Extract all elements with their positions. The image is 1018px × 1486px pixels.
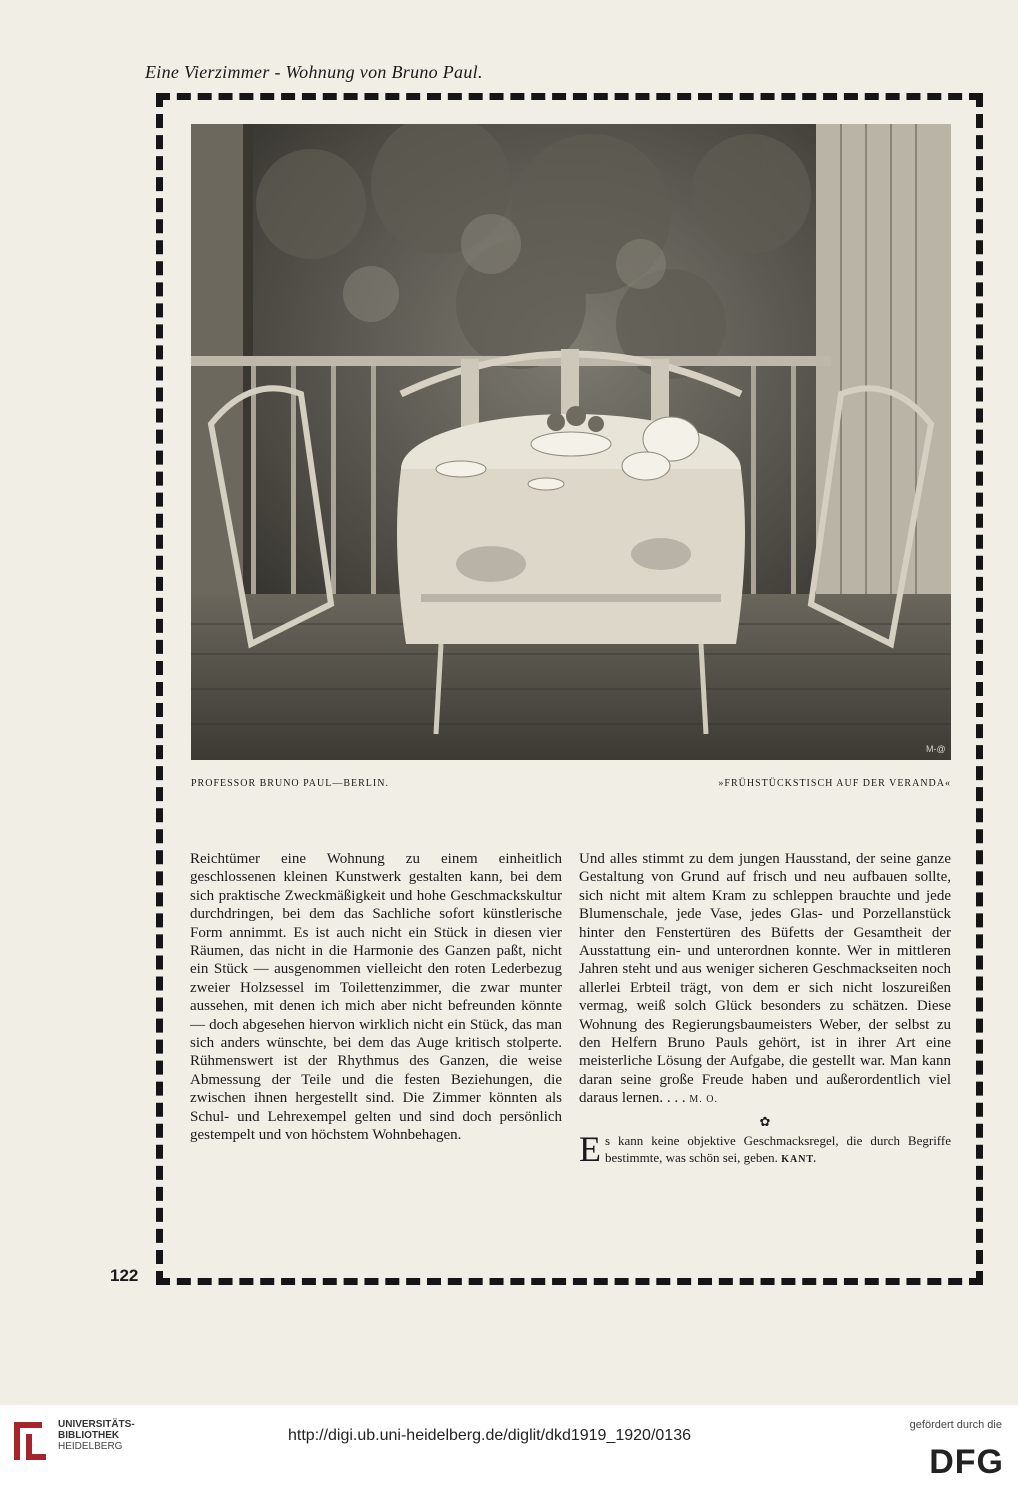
library-name-line1: UNIVERSITÄTS-: [58, 1419, 135, 1430]
author-signature: M. O.: [689, 1094, 719, 1106]
photo-monogram: M-@: [926, 744, 946, 754]
caption-title: »FRÜHSTÜCKSTISCH AUF DER VERANDA«: [718, 778, 951, 789]
text-column-left: [190, 850, 562, 1145]
text-column-right: [579, 850, 951, 1168]
veranda-photograph: [191, 124, 951, 760]
caption-credit: PROFESSOR BRUNO PAUL—BERLIN.: [191, 778, 389, 789]
paragraph-right-text: Und alles stimmt zu dem jungen Hausstand, der seine ganze Gestaltung von Grund auf frisch und neu aufbauen sollte, sich nicht mit altem Kram zu schleppen brauchte und jede Blumenschale, jede Vase, jedes Glas- und Porzellanstück hinter den Fenstertüren des Büfetts der Gesamtheit der Ausstattung ein- und unterordnen konnte. Wer in mittleren Jahren steht und aus weniger sicheren Geschmackseiten noch allerlei Erbteil trägt, von dem er sich nicht loszureißen vermag, weiß solch Glück besonders zu schätzen. Diese Wohnung des Regierungsbaumeisters Weber, der selbst zu den Helfern Bruno Pauls gehört, ist in ihrer Art eine meisterliche Lösung der Aufgabe, die gestellt war. Man kann daran seine große Freude haben und außerordentlich viel daraus lernen. . . .: [579, 851, 951, 1107]
library-name-line2: BIBLIOTHEK: [58, 1430, 120, 1441]
page-number: 122: [110, 1266, 139, 1285]
digitization-footer: [0, 1405, 1018, 1486]
source-url-link[interactable]: http://digi.ub.uni-heidelberg.de/diglit/dkd1919_1920/0136: [288, 1427, 691, 1444]
library-name: [58, 1419, 135, 1452]
quote-drop-cap: E: [579, 1128, 601, 1169]
paragraph-left: Reichtümer eine Wohnung zu einem einheitlich geschlossenen kleinen Kunstwerk gestalten kann, bei dem sich praktische Zweckmäßigkeit und hohe Geschmackskultur durchdringen, bei dem das Sachliche sofort künstlerische Form annimmt. Es ist auch nicht ein Stück in diesen vier Räumen, das nicht in die Harmonie des Ganzen paßt, nicht ein Stück — ausgenommen vielleicht den roten Lederbezug zweier Holzsessel im Toilettenzimmer, die zwar munter aussehen, mit denen ich mich aber nicht befreunden könnte — doch abgesehen hiervon wirklich nicht ein Stück, das man sich anders wünschte, bei dem das Auge kritisch stolperte. Rühmenswert ist der Rhythmus des Ganzen, die weise Abmessung der Teile und die festen Beziehungen, die zwischen ihnen hergestellt sind. Die Zimmer könnten als Schul- und Lehrexempel gelten und sind doch persönlich gestempelt und von höchstem Wohnbehagen.: [190, 851, 562, 1144]
dfg-logo: DFG: [929, 1443, 1004, 1481]
kant-quote: [579, 1128, 951, 1169]
funding-note: gefördert durch die: [909, 1419, 1002, 1431]
breakfast-table-photo: [191, 124, 951, 760]
quote-text: s kann keine objektive Geschmacksregel, die durch Begriffe bestimmte, was schön sei, geben.: [605, 1132, 951, 1165]
running-title: Eine Vierzimmer - Wohnung von Bruno Paul.: [145, 62, 483, 82]
library-logo-icon: [12, 1418, 48, 1464]
paragraph-right: [579, 850, 951, 1110]
quote-author: KANT.: [781, 1153, 817, 1165]
flower-ornament-icon: ✿: [759, 1113, 771, 1129]
library-name-line3: HEIDELBERG: [58, 1441, 123, 1452]
